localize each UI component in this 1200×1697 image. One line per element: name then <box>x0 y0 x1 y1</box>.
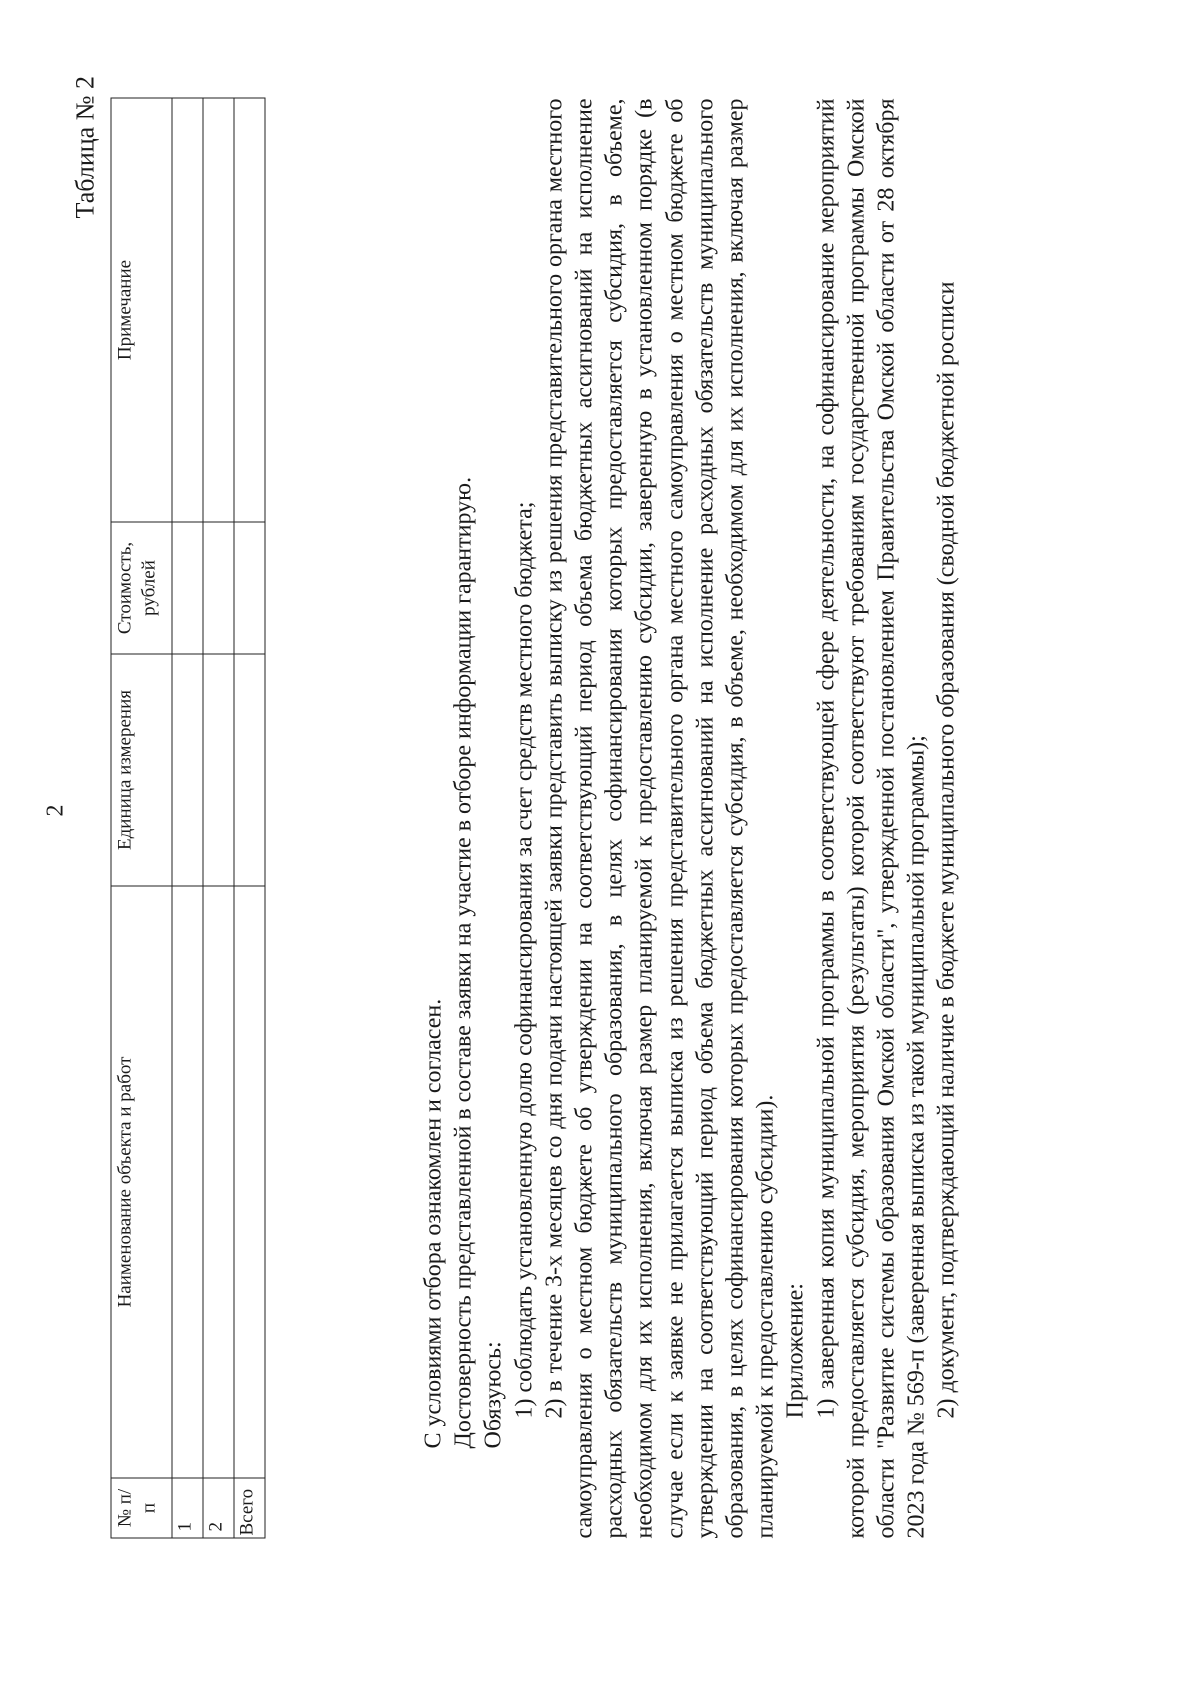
row-cell <box>172 886 203 1478</box>
page-number: 2 <box>42 804 69 817</box>
row-cell <box>203 886 234 1478</box>
obligation-1: 1) соблюдать установленную долю софинансирования за счет средств местного бюджета; <box>511 501 538 1419</box>
total-cell <box>234 522 265 654</box>
obligations-heading: Обязуюсь: <box>480 1341 507 1449</box>
table-total-row <box>234 98 265 1538</box>
appendix-item-2: 2) документ, подтверждающий наличие в бюджете муниципального образования (сводной бюджетной росписи <box>933 281 960 1419</box>
row-cell <box>172 654 203 886</box>
total-cell <box>234 98 265 522</box>
row-number: 2 <box>203 1478 234 1538</box>
appendix-item-1: 1) заверенная копия муниципальной программы в соответствующей сфере деятельности, на софинансирование мероприятий которой предоставляется субсидия, мероприятия (результаты) которой соответствуют требованиям государственной программы Омской области "Развитие системы образования Омской области", утвержденной постановлением Правительства Омской области от 28 октября 2023 года № 569-п (заверенная выписка из такой муниципальной программы); <box>813 98 930 1539</box>
familiar-statement: С условиями отбора ознакомлен и согласен. <box>420 998 447 1449</box>
header-note: Примечание <box>111 98 172 522</box>
obligation-2: 2) в течение 3-х месяцев со дня подачи настоящей заявки представить выписку из решения представительного органа местного самоуправления о местном бюджете об утверждении на соответствующий период объема бюджетных ассигнований на исполнение расходных обязательств муниципального образования, в целях софинансирования которых предоставляется субсидия, в объеме, необходимом для их исполнения, включая размер планируемой к предоставлению субсидии, заверенную в установленном порядке (в случае если к заявке не прилагается выписка из решения представительного органа местного самоуправления о местном бюджете об утверждении на соответствующий период объема бюджетных ассигнований на исполнение расходных обязательств муниципального образования, в целях софинансирования которых предоставляется субсидия, в объеме, необходимом для их исполнения, включая размер планируемой к предоставлению субсидии). <box>541 98 779 1539</box>
requirements-table <box>111 98 266 1539</box>
row-cell <box>172 98 203 522</box>
document-body <box>419 99 963 1539</box>
total-cell <box>234 654 265 886</box>
row-cell <box>203 522 234 654</box>
document-page <box>1 0 1200 1697</box>
header-cost: Стоимость, рублей <box>111 522 172 654</box>
header-number: № п/п <box>111 1478 172 1538</box>
header-unit: Единица измерения <box>111 654 172 886</box>
row-number: 1 <box>172 1478 203 1538</box>
reliability-statement: Достоверность представленной в составе заявки на участие в отборе информации гарантирую. <box>450 476 477 1449</box>
table-row <box>172 98 203 1538</box>
row-cell <box>203 654 234 886</box>
row-cell <box>203 98 234 522</box>
header-object-name: Наименование объекта и работ <box>111 886 172 1478</box>
row-cell <box>172 522 203 654</box>
appendix-heading: Приложение: <box>782 1283 809 1419</box>
total-label: Всего <box>234 1478 265 1538</box>
table-caption: Таблица № 2 <box>70 75 100 219</box>
table-row <box>203 98 234 1538</box>
table-header-row <box>111 98 172 1538</box>
total-cell <box>234 886 265 1478</box>
